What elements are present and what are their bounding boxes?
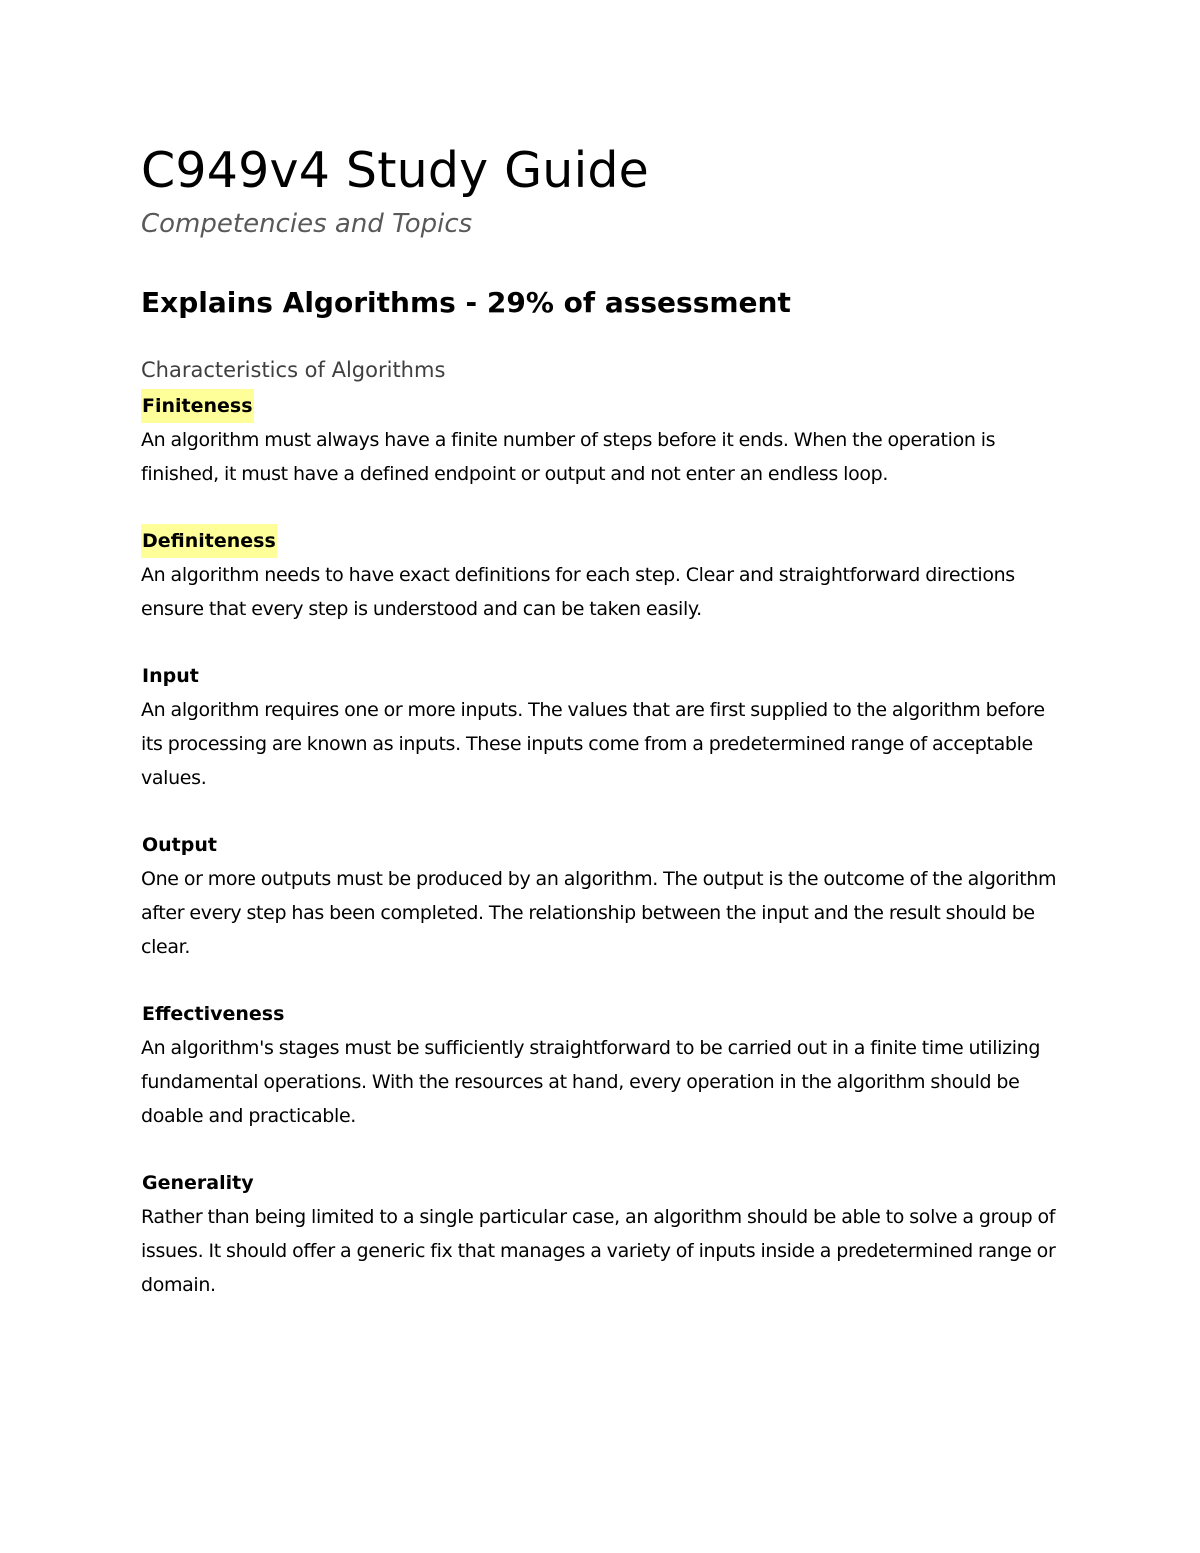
- subsection-heading: Characteristics of Algorithms: [141, 358, 446, 382]
- topic-description: An algorithm must always have a finite number of steps before it ends. When the operation is finished, it must have a defined endpoint or output and not enter an endless loop.: [141, 429, 996, 485]
- document-title: C949v4 Study Guide: [141, 142, 650, 199]
- topic-term: Finiteness: [141, 389, 254, 423]
- topic-term: Definiteness: [141, 524, 277, 558]
- topic-description: Rather than being limited to a single particular case, an algorithm should be able to solve a group of issues. It should offer a generic fix that manages a variety of inputs inside a predetermined range or domain.: [141, 1206, 1056, 1296]
- topic-description: One or more outputs must be produced by an algorithm. The output is the outcome of the algorithm after every step has been completed. The relationship between the input and the result should be clear.: [141, 868, 1057, 958]
- topic-effectiveness: [141, 997, 1071, 1133]
- topic-description: An algorithm requires one or more inputs. The values that are first supplied to the algorithm before its processing are known as inputs. These inputs come from a predetermined range of acceptable values.: [141, 699, 1045, 789]
- topic-generality: [141, 1166, 1071, 1302]
- topic-term: Input: [142, 665, 199, 687]
- topic-finiteness: [141, 389, 1071, 491]
- topic-term: Generality: [142, 1172, 254, 1194]
- topic-output: [141, 828, 1071, 964]
- topic-term: Effectiveness: [142, 1003, 285, 1025]
- document-subtitle: Competencies and Topics: [141, 209, 473, 239]
- topic-definiteness: [141, 524, 1071, 626]
- topic-description: An algorithm's stages must be sufficiently straightforward to be carried out in a finite time utilizing fundamental operations. With the resources at hand, every operation in the algorithm should be doable and practicable.: [141, 1037, 1041, 1127]
- topic-input: [141, 659, 1071, 795]
- document-body: [141, 138, 1071, 1302]
- topic-description: An algorithm needs to have exact definitions for each step. Clear and straightforward directions ensure that every step is understood and can be taken easily.: [141, 564, 1015, 620]
- section-heading: Explains Algorithms - 29% of assessment: [141, 286, 791, 319]
- topic-term: Output: [142, 834, 217, 856]
